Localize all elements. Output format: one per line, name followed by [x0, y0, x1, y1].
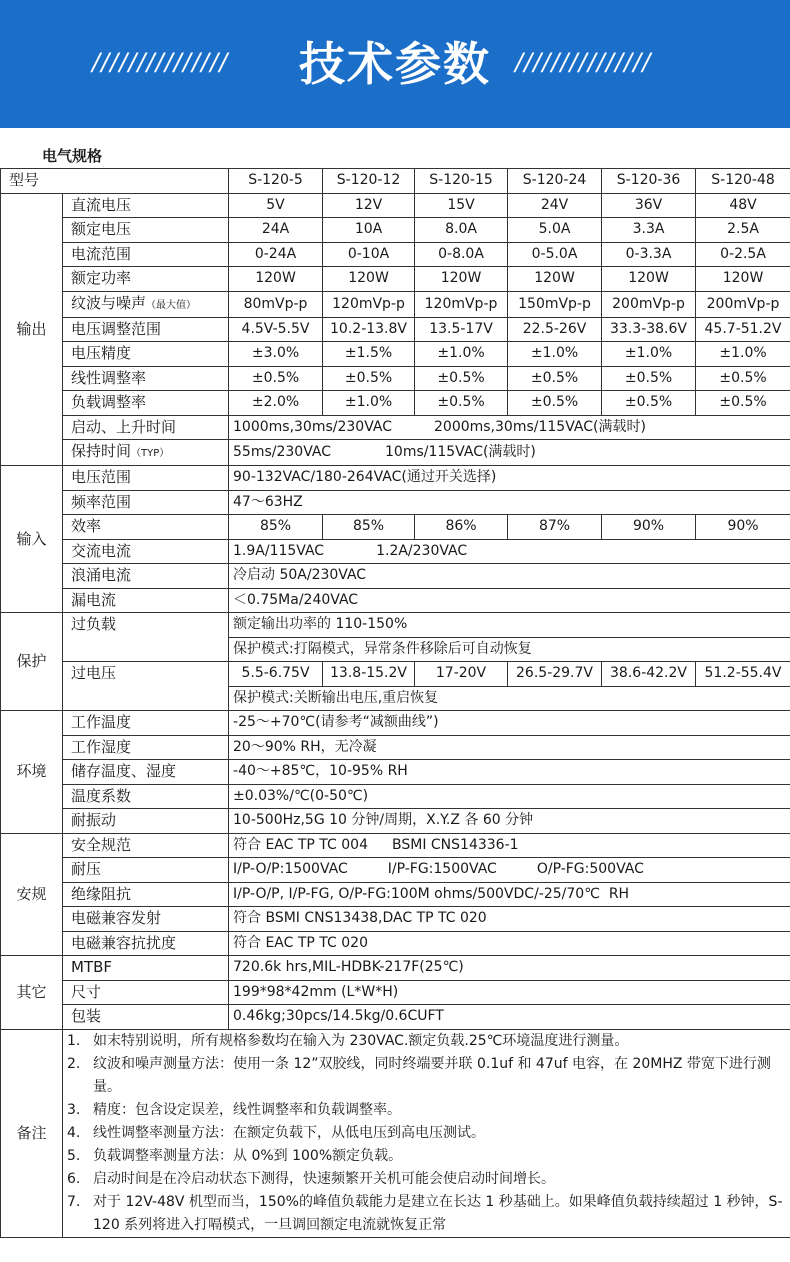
note-item	[67, 1145, 786, 1168]
table-row	[1, 466, 790, 491]
value-cell: 保护模式:打隔模式，异常条件移除后可自动恢复	[229, 637, 790, 662]
row-label: 额定功率	[63, 267, 229, 292]
row-label-text: 纹波与噪声	[71, 293, 147, 312]
value-cell: -25～+70℃(请参考“减额曲线”)	[229, 711, 790, 736]
table-row	[1, 833, 790, 858]
value-cell: 10.2-13.8V	[323, 317, 415, 342]
value-cell: ±1.0%	[415, 342, 508, 367]
value-cell	[229, 858, 790, 883]
table-row	[1, 1005, 790, 1030]
value-cell: 24V	[508, 193, 602, 218]
value-cell: 720.6k hrs,MIL-HDBK-217F(25℃)	[229, 956, 790, 981]
model-label: 型号	[1, 169, 229, 194]
note-number: 5.	[67, 1147, 81, 1164]
value-cell: 120W	[229, 267, 323, 292]
value-cell: ±3.0%	[229, 342, 323, 367]
value-cell: 额定输出功率的 110-150%	[229, 613, 790, 638]
row-label: 工作湿度	[63, 735, 229, 760]
value-cell: 0-5.0A	[508, 242, 602, 267]
table-row	[1, 218, 790, 243]
value-cell: 5V	[229, 193, 323, 218]
table-row	[1, 242, 790, 267]
row-label: 额定电压	[63, 218, 229, 243]
value-cell: ±1.0%	[696, 342, 790, 367]
table-row	[1, 440, 790, 466]
value-cell: 90-132VAC/180-264VAC(通过开关选择)	[229, 466, 790, 491]
row-label: 电压调整范围	[63, 317, 229, 342]
left-decoration: ///////////////	[92, 48, 229, 76]
value-cell: ±2.0%	[229, 391, 323, 416]
value-cell: ±0.5%	[508, 366, 602, 391]
value-cell: ±1.5%	[323, 342, 415, 367]
value-part: I/P-FG:1500VAC	[387, 861, 497, 878]
model-cell: S-120-15	[415, 169, 508, 194]
value-cell: 24A	[229, 218, 323, 243]
row-label: 漏电流	[63, 588, 229, 613]
value-cell: ±0.5%	[415, 391, 508, 416]
value-cell	[229, 539, 790, 564]
value-part: 1.9A/115VAC	[233, 542, 325, 559]
model-header-row	[1, 169, 790, 194]
value-part: 1000ms,30ms/230VAC	[233, 418, 392, 435]
value-part: 1.2A/230VAC	[376, 542, 468, 559]
notes-list	[63, 1029, 790, 1237]
value-cell: 51.2-55.4V	[696, 662, 790, 687]
value-cell: 保护模式:关断输出电压,重启恢复	[229, 686, 790, 711]
note-number: 4.	[67, 1124, 81, 1141]
value-cell: 47～63HZ	[229, 490, 790, 515]
value-cell: 120W	[696, 267, 790, 292]
value-cell: 120W	[602, 267, 696, 292]
table-row	[1, 391, 790, 416]
value-cell: 120W	[508, 267, 602, 292]
value-cell: 2.5A	[696, 218, 790, 243]
value-part: 55ms/230VAC	[233, 444, 331, 460]
value-cell: ±0.5%	[323, 366, 415, 391]
table-row	[1, 366, 790, 391]
model-cell: S-120-12	[323, 169, 415, 194]
value-cell: 符合 EAC TP TC 020	[229, 931, 790, 956]
value-cell: 36V	[602, 193, 696, 218]
row-label: 启动、上升时间	[63, 415, 229, 440]
spec-table	[0, 168, 790, 1238]
value-cell: 90%	[696, 515, 790, 540]
value-cell: 冷启动 50A/230VAC	[229, 564, 790, 589]
note-text: 负载调整率测量方法：从 0%到 100%额定负载。	[93, 1147, 403, 1164]
value-cell: ±0.5%	[229, 366, 323, 391]
table-row	[1, 882, 790, 907]
table-row	[1, 317, 790, 342]
group-output: 输出	[1, 193, 63, 466]
value-cell: ±0.5%	[415, 366, 508, 391]
note-text: 纹波和噪声测量方法：使用一条 12”双胶线，同时终端要并联 0.1uf 和 47uf 电容，在 20MHZ 带宽下进行测量。	[93, 1055, 771, 1095]
note-item	[67, 1191, 786, 1237]
value-cell: 0-24A	[229, 242, 323, 267]
table-row	[1, 613, 790, 638]
value-part: BSMI CNS14336-1	[392, 836, 519, 853]
table-row	[1, 662, 790, 687]
value-cell: 12V	[323, 193, 415, 218]
value-cell: ±0.5%	[696, 366, 790, 391]
row-label: 电磁兼容发射	[63, 907, 229, 932]
value-cell: 0.46kg;30pcs/14.5kg/0.6CUFT	[229, 1005, 790, 1030]
group-environment: 环境	[1, 711, 63, 834]
note-text: 线性调整率测量方法：在额定负载下，从低电压到高电压测试。	[93, 1124, 485, 1141]
value-cell: 5.0A	[508, 218, 602, 243]
value-cell: 86%	[415, 515, 508, 540]
value-cell: 13.8-15.2V	[323, 662, 415, 687]
table-row	[1, 858, 790, 883]
row-label: 直流电压	[63, 193, 229, 218]
value-cell: 0-2.5A	[696, 242, 790, 267]
value-cell: ±0.03%/℃(0-50℃)	[229, 784, 790, 809]
value-part: O/P-FG:500VAC	[536, 861, 644, 878]
row-label: 电磁兼容抗扰度	[63, 931, 229, 956]
value-cell: 120mVp-p	[415, 291, 508, 317]
row-label: 绝缘阻抗	[63, 882, 229, 907]
row-label	[63, 291, 229, 317]
value-cell: 4.5V-5.5V	[229, 317, 323, 342]
group-safety: 安规	[1, 833, 63, 956]
value-cell: ±0.5%	[602, 391, 696, 416]
value-cell: 87%	[508, 515, 602, 540]
table-row	[1, 735, 790, 760]
value-part: 2000ms,30ms/115VAC(满载时)	[434, 418, 646, 435]
section-title: 电气规格	[42, 147, 103, 165]
table-row	[1, 515, 790, 540]
row-label-note: （TYP）	[131, 448, 170, 459]
row-label: 电压范围	[63, 466, 229, 491]
note-text: 如末特别说明，所有规格参数均在输入为 230VAC.额定负载.25℃环境温度进行测量。	[93, 1032, 629, 1049]
model-cell: S-120-36	[602, 169, 696, 194]
note-number: 6.	[67, 1170, 81, 1187]
value-cell: 26.5-29.7V	[508, 662, 602, 687]
value-cell: 0-10A	[323, 242, 415, 267]
value-cell: I/P-O/P, I/P-FG, O/P-FG:100M ohms/500VDC/-25/70℃ RH	[229, 882, 790, 907]
row-label-text: 保持时间	[71, 442, 132, 460]
note-item	[67, 1168, 786, 1191]
note-item	[67, 1030, 786, 1053]
value-cell: ±1.0%	[323, 391, 415, 416]
row-label: 负载调整率	[63, 391, 229, 416]
value-cell: 33.3-38.6V	[602, 317, 696, 342]
notes-row	[1, 1029, 790, 1237]
note-number: 3.	[67, 1101, 81, 1118]
value-cell: 85%	[229, 515, 323, 540]
row-label: 储存温度、湿度	[63, 760, 229, 785]
model-cell: S-120-48	[696, 169, 790, 194]
value-part: I/P-O/P:1500VAC	[233, 861, 348, 878]
table-row	[1, 193, 790, 218]
group-other: 其它	[1, 956, 63, 1030]
value-cell: 20～90% RH，无冷凝	[229, 735, 790, 760]
row-label: 温度系数	[63, 784, 229, 809]
row-label: 频率范围	[63, 490, 229, 515]
row-label: 电流范围	[63, 242, 229, 267]
value-cell: 90%	[602, 515, 696, 540]
value-cell: 199*98*42mm (L*W*H)	[229, 980, 790, 1005]
value-cell: 10A	[323, 218, 415, 243]
title-banner	[0, 0, 790, 128]
row-label: 线性调整率	[63, 366, 229, 391]
table-row	[1, 760, 790, 785]
value-cell: ±0.5%	[508, 391, 602, 416]
value-cell: 17-20V	[415, 662, 508, 687]
value-cell: 150mVp-p	[508, 291, 602, 317]
note-item	[67, 1099, 786, 1122]
table-row	[1, 267, 790, 292]
page-title: 技术参数	[299, 37, 491, 91]
row-label: 交流电流	[63, 539, 229, 564]
row-label: 过电压	[63, 662, 229, 711]
table-row	[1, 539, 790, 564]
note-text: 对于 12V-48V 机型而当，150%的峰值负载能力是建立在长达 1 秒基础上。如果峰值负载持续超过 1 秒钟，S-120 系列将进入打嗝模式，一旦调回额定电流就恢复正常	[93, 1193, 783, 1233]
value-cell: 120W	[323, 267, 415, 292]
table-row	[1, 490, 790, 515]
row-label: 电压精度	[63, 342, 229, 367]
row-label: 尺寸	[63, 980, 229, 1005]
group-notes: 备注	[1, 1029, 63, 1237]
value-cell: -40～+85℃，10-95% RH	[229, 760, 790, 785]
value-cell: 8.0A	[415, 218, 508, 243]
value-part: 符合 EAC TP TC 004	[233, 836, 368, 853]
table-row	[1, 588, 790, 613]
table-row	[1, 415, 790, 440]
table-row	[1, 931, 790, 956]
model-cell: S-120-24	[508, 169, 602, 194]
row-label: 包装	[63, 1005, 229, 1030]
table-row	[1, 980, 790, 1005]
note-number: 7.	[67, 1193, 81, 1210]
row-label-note: （最大值）	[146, 299, 197, 311]
value-cell: 3.3A	[602, 218, 696, 243]
table-row	[1, 784, 790, 809]
value-cell: 38.6-42.2V	[602, 662, 696, 687]
value-cell: 45.7-51.2V	[696, 317, 790, 342]
note-text: 精度：包含设定误差，线性调整率和负载调整率。	[93, 1101, 401, 1118]
value-cell: 22.5-26V	[508, 317, 602, 342]
table-row	[1, 342, 790, 367]
row-label: 工作温度	[63, 711, 229, 736]
value-part: 10ms/115VAC(满载时)	[385, 444, 536, 460]
note-item	[67, 1053, 786, 1099]
value-cell: 120mVp-p	[323, 291, 415, 317]
value-cell: 0-8.0A	[415, 242, 508, 267]
table-row	[1, 291, 790, 317]
note-text: 启动时间是在冷启动状态下测得，快速频繁开关机可能会使启动时间增长。	[93, 1170, 555, 1187]
row-label: 效率	[63, 515, 229, 540]
value-cell: 5.5-6.75V	[229, 662, 323, 687]
value-cell	[229, 415, 790, 440]
note-number: 1.	[67, 1032, 81, 1049]
right-decoration: ///////////////	[515, 48, 652, 76]
value-cell: 符合 BSMI CNS13438,DAC TP TC 020	[229, 907, 790, 932]
value-cell: 200mVp-p	[696, 291, 790, 317]
row-label	[63, 440, 229, 466]
table-row	[1, 907, 790, 932]
value-cell: 80mVp-p	[229, 291, 323, 317]
value-cell	[229, 833, 790, 858]
note-number: 2.	[67, 1055, 81, 1072]
row-label: 耐振动	[63, 809, 229, 834]
value-cell: 48V	[696, 193, 790, 218]
value-cell: ＜0.75Ma/240VAC	[229, 588, 790, 613]
note-item	[67, 1122, 786, 1145]
group-input: 输入	[1, 466, 63, 613]
row-label: 安全规范	[63, 833, 229, 858]
table-row	[1, 711, 790, 736]
row-label: 过负载	[63, 613, 229, 662]
value-cell: 85%	[323, 515, 415, 540]
value-cell: 15V	[415, 193, 508, 218]
value-cell: 0-3.3A	[602, 242, 696, 267]
row-label: 耐压	[63, 858, 229, 883]
value-cell: 10-500Hz,5G 10 分钟/周期，X.Y.Z 各 60 分钟	[229, 809, 790, 834]
value-cell: 13.5-17V	[415, 317, 508, 342]
table-row	[1, 809, 790, 834]
value-cell: ±0.5%	[602, 366, 696, 391]
row-label: 浪涌电流	[63, 564, 229, 589]
value-cell: ±0.5%	[696, 391, 790, 416]
value-cell: 200mVp-p	[602, 291, 696, 317]
table-row	[1, 564, 790, 589]
value-cell: 120W	[415, 267, 508, 292]
group-protection: 保护	[1, 613, 63, 711]
row-label: MTBF	[63, 956, 229, 981]
value-cell	[229, 440, 790, 466]
model-cell: S-120-5	[229, 169, 323, 194]
table-row	[1, 956, 790, 981]
value-cell: ±1.0%	[508, 342, 602, 367]
value-cell: ±1.0%	[602, 342, 696, 367]
